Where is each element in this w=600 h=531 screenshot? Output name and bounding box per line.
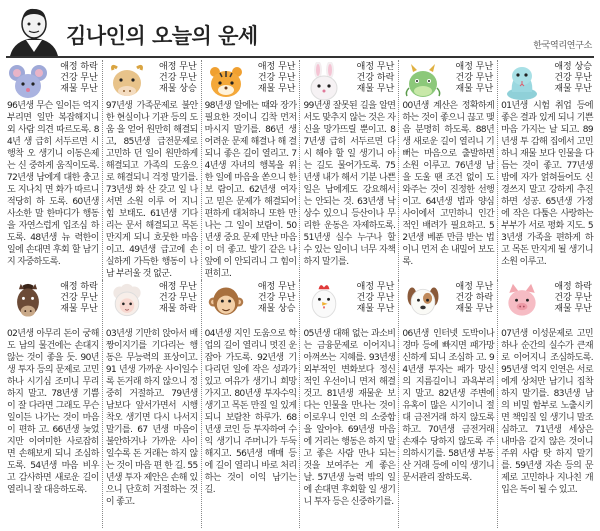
love-status: 애정 하락 xyxy=(60,62,98,72)
zodiac-column-rabbit xyxy=(300,60,399,280)
wealth-status: 재물 무난 xyxy=(60,84,98,94)
zodiac-column-tiger xyxy=(202,60,301,280)
fortune-categories xyxy=(258,62,296,95)
fortune-text: 05년생 대해 없는 과소비는 금융문제로 이어지니 아껴쓰는 지혜를. 93년생 외부적인 변화보다 정신적인 우선이니 면저 해결 것고. 81년생 재물운 보다는 인물을 만나는 것이 이로우니 인연 의 소중함을 알아야. 69년생 마음에 거리는 행동은 하지 말고 좋은 사람 만나 되는 것을 보여주는 게 좋은 날. 57년생 능력 밖의 일에 손대면 후회할 일 생기니 투자 등은 신중하기를. xyxy=(303,329,396,507)
love-status: 애정 무난 xyxy=(455,282,494,292)
zodiac-row-1 xyxy=(4,60,596,280)
wealth-status: 재물 무난 xyxy=(257,84,296,94)
wealth-status: 재물 상승 xyxy=(159,84,197,94)
love-status: 애정 무난 xyxy=(159,62,197,72)
ox-icon xyxy=(107,62,147,102)
horse-icon xyxy=(8,282,48,322)
zodiac-column-sheep xyxy=(103,280,202,528)
fortune-text: 03년생 기만히 앉아서 배 짱이지기를 기다리는 행동은 무능력의 표상이고. 91 년생 가까운 사이일수록 돈거래 하지 않으니 정중히 거절하고. 79년생 남보다 앞서가면서 시행착오 생기면 다시 나서지 말기를. 67 년생 마음이 불안하거나 가까운 사이일수록 돈 거래는 하지 않는 것이 마음 편 한 길. 55년생 투자 제안은 손해 있으니 단호히 거절하는 것이 좋고. xyxy=(105,329,198,507)
fortune-categories xyxy=(554,62,592,95)
love-status: 애정 무난 xyxy=(257,282,296,292)
love-status: 애정 하락 xyxy=(60,282,98,292)
fortune-text: 07년생 이성문제로 고민하나 순간의 실수가 큰재로 이어지니 조심하도록. 95년생 억지 인연은 서로에게 상처만 남기니 집착하지 말기를. 83년생 남의 비밀 함부로 노출시키면 책임질 일 생기니 말조심하고. 71년생 세상은 내마음 같지 않은 것이니 주위 사람 탓 하지 말기를. 59년생 자손 등의 문제로 고민하나 지나친 개입은 독이 될 수 있고. xyxy=(501,329,593,495)
wealth-status: 재물 무난 xyxy=(455,304,494,314)
mouse-icon xyxy=(8,62,48,102)
tiger-icon xyxy=(206,62,246,102)
wealth-status: 재물 무난 xyxy=(60,304,98,314)
fortune-categories xyxy=(159,282,197,315)
zodiac-column-snake xyxy=(498,60,596,280)
page-title: 김나인의 오늘의 운세 xyxy=(66,24,258,48)
wealth-status: 재물 무난 xyxy=(356,304,395,314)
rabbit-icon xyxy=(304,62,344,102)
love-status: 애정 상승 xyxy=(554,62,592,72)
zodiac-column-rooster xyxy=(300,280,399,528)
fortune-text: 98년생 알에는 때와 장가 필요한 것이니 김착 먼저 마시지 말기를. 86년 생 어려운 문제 해결나 해 결되니 좋은 길이 열리고. 74년생 자녀의 행복을 위한 일에 마음을 쏟으니 한 보 람이고. 62년생 여자고 믿은 문제가 해결되어 편하게 대처하니 또한 만나는 그 일이 보람이. 50년생 중요 문제 만난 마음이 더 좋고. 발기 같은 나 앞에 이 안되리니 그 힘이 편히고. xyxy=(204,101,297,279)
zodiac-column-dog xyxy=(399,280,498,528)
love-status: 애정 하락 xyxy=(554,282,592,292)
fortune-text: 06년생 인터넷 도박이나 경마 등에 빠지면 패가망신하게 되니 조심하 고. 94년생 투자는 패가 망신의 지름길이니 과욕부리지 말고. 82년생 주변에 유혹이 많은 시기이니 절대 금전거래 하지 않도록 하고. 70년생 금전거래 손재수 당하지 않도록 주의하시기를. 58년생 부동산 거래 등에 이익 생기니 문서관리 잘하도록. xyxy=(402,329,495,483)
health-status: 건강 무난 xyxy=(455,73,494,83)
love-status: 애정 무난 xyxy=(159,282,197,292)
fortune-text: 02년생 아무리 돈이 궁해도 남의 물건에는 손대지 않는 것이 좋을 듯. 90년생 투자 등의 문제로 고민하나 시기심 조미니 무리하지 말고. 78년생 기쁨이 잘 다라면 그래도 무슨 일이든 나가는 것이 마음이 편하 고. 66년생 늦었지만 이여미한 사로잡히면 손해보게 되니 조심하 도록. 54년생 마음 비우고 감사하면 새로운 길이 열리니 잘 대응하도록. xyxy=(7,329,99,495)
fortune-categories xyxy=(357,62,395,95)
health-status: 건강 무난 xyxy=(159,73,197,83)
zodiac-column-ox xyxy=(103,60,202,280)
health-status: 건강 무난 xyxy=(60,293,98,303)
fortune-categories xyxy=(258,282,296,315)
health-status: 건강 무난 xyxy=(356,293,395,303)
health-status: 건강 무난 xyxy=(554,73,592,83)
fortune-categories xyxy=(456,282,494,315)
sheep-icon xyxy=(107,282,147,322)
zodiac-column-pig xyxy=(498,280,596,528)
wealth-status: 재물 무난 xyxy=(554,84,592,94)
fortune-categories xyxy=(159,62,197,95)
fortune-categories xyxy=(554,282,592,315)
pig-icon xyxy=(502,282,542,322)
health-status: 건강 무난 xyxy=(257,293,296,303)
wealth-status: 재물 하락 xyxy=(159,304,197,314)
fortune-categories xyxy=(60,62,98,95)
dragon-icon xyxy=(403,62,443,102)
rooster-icon xyxy=(304,282,344,322)
fortune-categories xyxy=(357,282,395,315)
fortune-text: 96년생 무슨 일이든 억지 부리면 일만 복잡해지니 외 사람 의견 따르도록. 84년 생 급히 서두르면 시행착 오 생기니 이동은제는 신 중하게 움직이도록. 72년생 남에게 대한 충고도 지나치 면 화가 따르니 적당히 하 도록. 60년생 사소한 말 한마디가 행동을 자연스럽게 입조심 하도록. 48년생 뉴 력한이 일에 손대면 후회 할 남기지 자중하도록. xyxy=(7,101,99,267)
health-status: 건강 무난 xyxy=(159,293,197,303)
zodiac-column-horse xyxy=(4,280,103,528)
author-portrait-icon xyxy=(6,6,62,56)
love-status: 애정 무난 xyxy=(356,62,395,72)
love-status: 애정 무난 xyxy=(356,282,395,292)
zodiac-column-monkey xyxy=(202,280,301,528)
fortune-categories xyxy=(60,282,98,315)
health-status: 건강 무난 xyxy=(257,73,296,83)
divider xyxy=(6,56,594,58)
health-status: 건강 하락 xyxy=(455,293,494,303)
health-status: 건강 무난 xyxy=(554,293,592,303)
monkey-icon xyxy=(206,282,246,322)
header xyxy=(0,0,600,58)
fortune-text: 99년생 잘못된 길을 알면서도 맞추지 않는 것은 자신을 망가뜨릴 뿐이고. 87년생 급히 서두르면 다시 해야 할 일 생기니 아는 길도 물어가도록. 75년생 내가 해서 기분 나쁜 일은 남에게도 강요해서는 안되는 것. 63년생 낙상수 있으니 등산이나 무리한 운동은 자제하도록. 51년생 실수 누구나 할 수 있는 일이니 너무 자책하지 말기를. xyxy=(303,101,396,267)
dog-icon xyxy=(403,282,443,322)
love-status: 애정 무난 xyxy=(455,62,494,72)
love-status: 애정 무난 xyxy=(257,62,296,72)
zodiac-column-dragon xyxy=(399,60,498,280)
zodiac-row-2 xyxy=(4,280,596,528)
wealth-status: 재물 무난 xyxy=(356,84,395,94)
zodiac-column-mouse xyxy=(4,60,103,280)
fortune-text: 97년생 가족문제로 불안한 현실이나 기관 등의 도움 을 얻어 원만히 해결되고, 85년생 급전문제로 고민하 던 일이 원만하게 해결되고 가족의 도움으로 해결되니 걱정 말기를. 73년생 화 산 갖고 일 나서면 소원 이루 어 지니 힘 보태도. 61년생 기다리는 문서 해결되고 목돈 만지게 되니 흐뭇한 마음이고. 49년생 급고에 손실하게 가득한 행동이 나 남 부러울 것 없군. xyxy=(105,101,198,279)
fortune-text: 00년생 계산은 정확하게 하는 것이 좋으니 끊고 맺음 분명히 하도록. 88년생 새로운 길이 열리니 기뻐는 마음으로 출발하면 소원 이루고. 76년생 남을 도울 땐 조건 없이 도와주는 것이 진정한 선행이고. 64년생 법과 양심 사이에서 고민하니 인간적인 배려가 필요하고. 52년생 베푼 만큼 받는 법이니 먼저 손 내밀어 보도록. xyxy=(402,101,495,267)
wealth-status: 재물 무난 xyxy=(554,304,592,314)
health-status: 건강 하락 xyxy=(356,73,395,83)
snake-icon xyxy=(502,62,542,102)
health-status: 건강 무난 xyxy=(60,73,98,83)
wealth-status: 재물 상승 xyxy=(257,304,296,314)
fortune-text: 04년생 지인 도움으로 학 업의 길이 열리니 멋진 운 잡아 가도록. 92년생 기다리던 일에 작은 성과가 있고 여유가 생기니 희망 가지고. 80년생 투자수익 생기고 목돈 만질 일 있게 되니 보람찬 하루가. 68년생 코인 등 투자하여 수익 생기니 주머니가 두둑해지고. 56년생 매매 등에 길이 열리니 바로 처리하는 것이 이익 남기는 길. xyxy=(204,329,297,495)
fortune-categories xyxy=(456,62,494,95)
source-label: 한국역리연구소 xyxy=(533,41,592,51)
wealth-status: 재물 무난 xyxy=(455,84,494,94)
fortune-text: 01년생 시험 취업 등에 좋은 결과 있게 되니 기쁜 마음 가지는 날 되고. 89년생 투 감해 집에서 고민하니 재물 보다 인물을 다듬는 것이 좋고. 77년생 밤에 자가 얽혀들어도 신경쓰지 말고 강하게 추진하면 성공. 65년생 가정에 작은 다툼은 사랑하는 부부가 서로 평화 지도. 53년생 가족을 편하게 하고 목돈 만지게 될 생기니 소원 이루고. xyxy=(501,101,593,267)
